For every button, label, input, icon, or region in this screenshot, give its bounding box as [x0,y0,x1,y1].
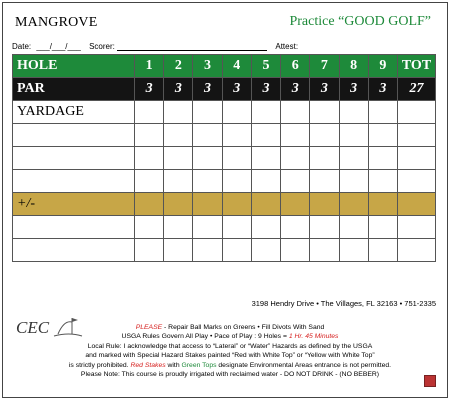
par-4: 3 [222,78,251,101]
plusminus-cell[interactable] [339,193,368,216]
score-cell[interactable] [222,216,251,239]
note-line: Please Note: This course is proudly irrigated with reclaimed water - DO NOT DRINK - (NO BEBER) [80,371,380,379]
hole-1: 1 [135,55,164,78]
hole-6: 6 [281,55,310,78]
player-row [13,170,436,193]
score-cell[interactable] [135,216,164,239]
score-cell[interactable] [164,170,193,193]
score-cell[interactable] [193,147,222,170]
par-6: 3 [281,78,310,101]
score-cell[interactable] [164,124,193,147]
course-notes [40,323,420,379]
score-cell[interactable] [310,124,339,147]
score-cell[interactable] [251,170,280,193]
score-cell[interactable] [310,239,339,262]
score-cell[interactable] [251,239,280,262]
score-cell[interactable] [310,216,339,239]
score-cell[interactable] [135,170,164,193]
score-cell[interactable] [193,239,222,262]
score-cell[interactable] [281,170,310,193]
player-row [13,124,436,147]
score-cell[interactable] [368,239,397,262]
score-cell[interactable] [398,124,436,147]
yardage-cell[interactable] [339,101,368,124]
yardage-cell[interactable] [251,101,280,124]
plusminus-row [13,193,436,216]
yardage-cell[interactable] [281,101,310,124]
note-line: PLEASE - Repair Ball Marks on Greens • Fill Divots With Sand [135,324,325,331]
score-cell[interactable] [135,239,164,262]
par-5: 3 [251,78,280,101]
plusminus-cell[interactable] [398,193,436,216]
yardage-cell[interactable] [193,101,222,124]
yardage-row [13,101,436,124]
recycled-icon [424,375,436,387]
plusminus-cell[interactable] [193,193,222,216]
plusminus-cell[interactable] [368,193,397,216]
hole-label: HOLE [13,55,135,78]
score-table [12,54,436,262]
date-label: Date: [12,42,32,51]
scorer-field[interactable] [117,42,267,51]
score-cell[interactable] [193,124,222,147]
score-cell[interactable] [281,239,310,262]
player-name-cell[interactable] [13,170,135,193]
score-cell[interactable] [339,239,368,262]
scorer-label: Scorer: [89,42,115,51]
hole-5: 5 [251,55,280,78]
practice-title: Practice “GOOD GOLF” [289,14,431,29]
yardage-cell[interactable] [368,101,397,124]
score-cell[interactable] [222,147,251,170]
hole-3: 3 [193,55,222,78]
hole-8: 8 [339,55,368,78]
score-cell[interactable] [398,216,436,239]
par-7: 3 [310,78,339,101]
yardage-cell[interactable] [310,101,339,124]
yardage-cell[interactable] [135,101,164,124]
score-cell[interactable] [281,147,310,170]
par-9: 3 [368,78,397,101]
yardage-cell[interactable] [222,101,251,124]
score-cell[interactable] [251,216,280,239]
score-cell[interactable] [135,124,164,147]
plusminus-cell[interactable] [281,193,310,216]
score-cell[interactable] [281,124,310,147]
player-name-cell[interactable] [13,216,135,239]
score-cell[interactable] [368,216,397,239]
yardage-label: YARDAGE [13,101,135,124]
note-line: USGA Rules Govern All Play • Pace of Play : 9 Holes = 1 Hr. 45 Minutes [121,333,339,341]
score-cell[interactable] [193,170,222,193]
score-cell[interactable] [368,147,397,170]
plusminus-cell[interactable] [135,193,164,216]
score-cell[interactable] [222,124,251,147]
hole-9: 9 [368,55,397,78]
par-2: 3 [164,78,193,101]
par-total: 27 [398,78,436,101]
player-row [13,239,436,262]
note-line: and marked with Special Hazard Stakes painted “Red with White Top” or “Yellow with White Top” [85,352,375,360]
par-8: 3 [339,78,368,101]
score-cell[interactable] [222,239,251,262]
hole-total: TOT [398,55,436,78]
score-cell[interactable] [398,239,436,262]
hole-2: 2 [164,55,193,78]
score-cell[interactable] [339,170,368,193]
score-cell[interactable] [368,124,397,147]
plusminus-cell[interactable] [251,193,280,216]
score-cell[interactable] [222,170,251,193]
score-cell[interactable] [368,170,397,193]
logo-text: CEC [16,318,50,337]
score-cell[interactable] [398,147,436,170]
plusminus-cell[interactable] [164,193,193,216]
score-cell[interactable] [164,216,193,239]
yardage-cell[interactable] [164,101,193,124]
date-field[interactable]: ___/___/___ [36,42,81,51]
course-name: MANGROVE [15,15,98,30]
score-cell[interactable] [339,124,368,147]
score-cell[interactable] [193,216,222,239]
player-row [13,147,436,170]
yardage-cell[interactable] [398,101,436,124]
plusminus-cell[interactable] [222,193,251,216]
score-cell[interactable] [339,216,368,239]
par-label: PAR [13,78,135,101]
player-name-cell[interactable] [13,147,135,170]
score-cell[interactable] [398,170,436,193]
plusminus-cell[interactable] [310,193,339,216]
score-cell[interactable] [164,239,193,262]
player-name-cell[interactable] [13,239,135,262]
course-address: 3198 Hendry Drive • The Villages, FL 32163 • 751-2335 [251,299,436,308]
score-cell[interactable] [164,147,193,170]
score-cell[interactable] [310,170,339,193]
hole-7: 7 [310,55,339,78]
note-line: is strictly prohibited. Red Stakes with Green Tops designate Environmental Areas entrance is not permitted. [68,361,392,369]
hole-row [13,55,436,78]
par-3: 3 [193,78,222,101]
score-cell[interactable] [339,147,368,170]
plusminus-label: +/- [13,193,135,216]
score-cell[interactable] [251,147,280,170]
player-name-cell[interactable] [13,124,135,147]
score-cell[interactable] [281,216,310,239]
attest-label: Attest: [275,42,299,51]
hole-4: 4 [222,55,251,78]
score-cell[interactable] [135,147,164,170]
score-cell[interactable] [310,147,339,170]
note-line: Local Rule: I acknowledge that access to “Lateral” or “Water” Hazards as defined by the USGA [87,342,373,350]
player-row [13,216,436,239]
par-row [13,78,436,101]
score-cell[interactable] [251,124,280,147]
par-1: 3 [135,78,164,101]
